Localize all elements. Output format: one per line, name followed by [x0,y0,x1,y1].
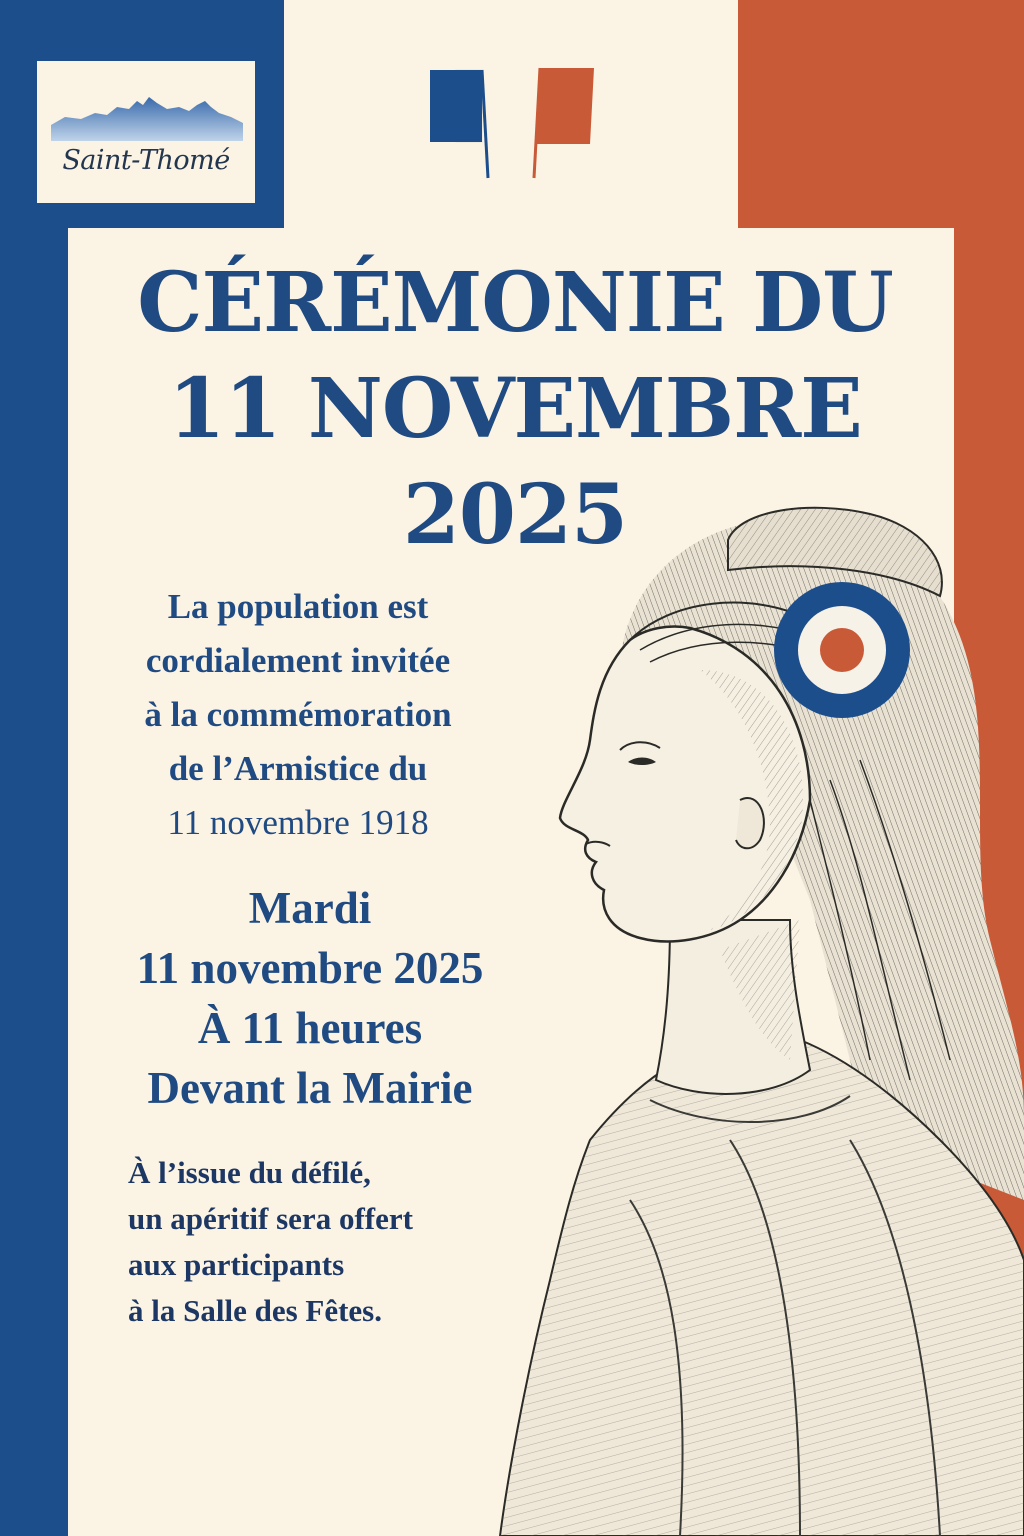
invitation-line-4: de l’Armistice du [168,749,428,788]
invitation-text [98,580,498,850]
title-line-3: 2025 [402,467,628,563]
invitation-line-3: à la commémoration [144,695,452,734]
town-name: Saint-Thomé [62,145,230,176]
after-text [128,1150,528,1334]
marianne-illustration [470,500,1024,1536]
after-line-1: À l’issue du défilé, [128,1155,371,1190]
invitation-line-5: 11 novembre 1918 [167,803,429,842]
event-day: Mardi [248,883,372,933]
event-time: À 11 heures [197,1003,423,1053]
after-line-4: à la Salle des Fêtes. [128,1293,382,1328]
french-flags-icon [420,60,610,180]
after-line-3: aux participants [128,1247,345,1282]
event-place: Devant la Mairie [147,1063,473,1113]
title-line-2: 11 NOVEMBRE [168,361,862,457]
cockade-icon [774,582,910,718]
invitation-line-1: La population est [167,587,429,626]
event-date: 11 novembre 2025 [136,943,484,993]
after-line-2: un apéritif sera offert [128,1201,413,1236]
title-line-1: CÉRÉMONIE DU [137,255,893,351]
event-details [90,878,530,1118]
invitation-line-2: cordialement invitée [145,641,451,680]
town-logo [37,61,255,203]
mountain-icon [37,61,255,151]
